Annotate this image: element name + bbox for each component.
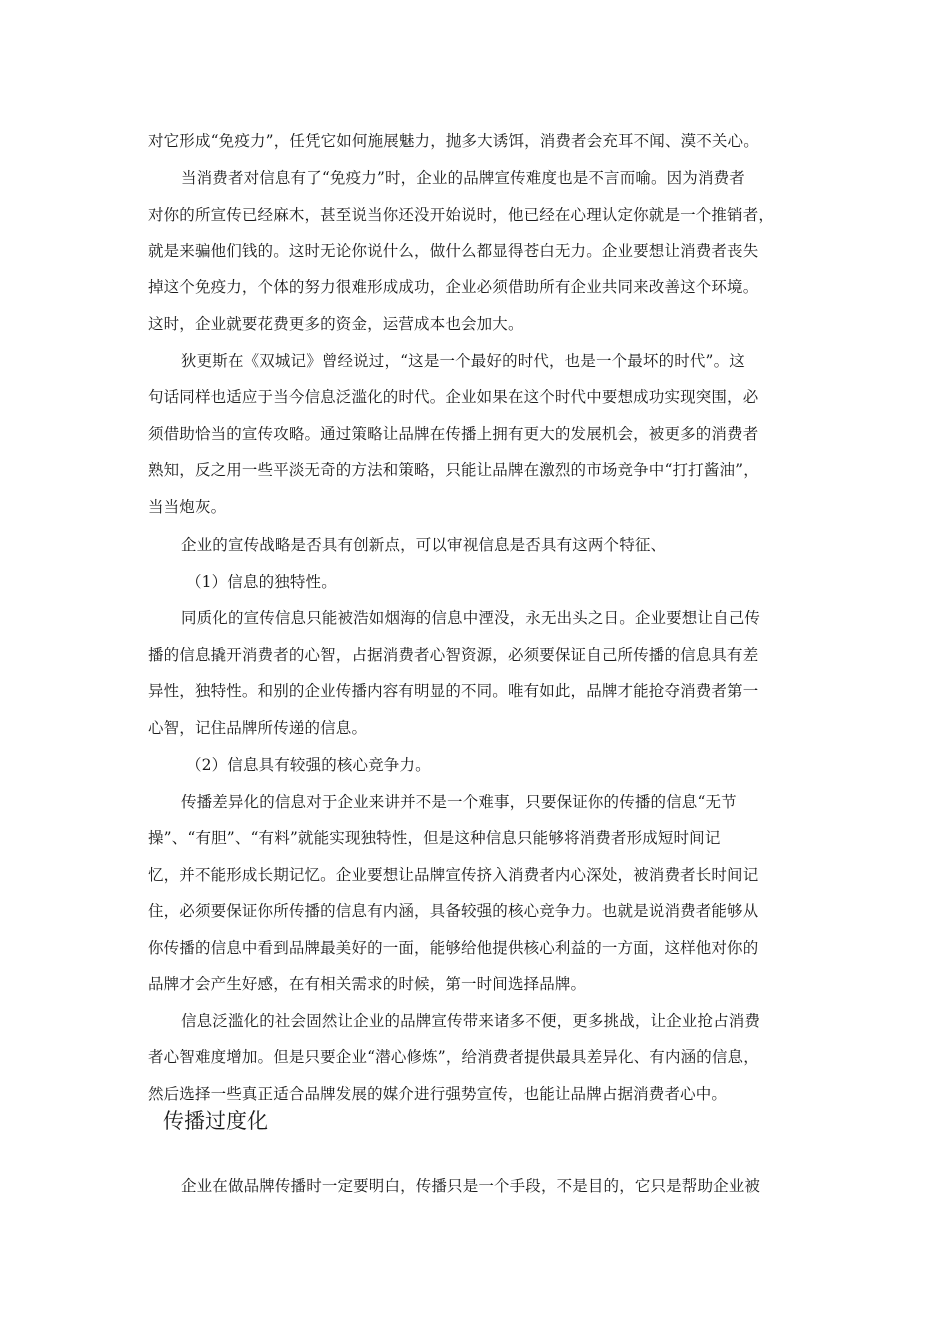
body-text-line: 异性，独特性。和别的企业传播内容有明显的不同。唯有如此，品牌才能抢夺消费者第一 xyxy=(148,682,759,700)
body-text-line: 对你的所宣传已经麻木，甚至说当你还没开始说时，他已经在心理认定你就是一个推销者， xyxy=(148,206,775,224)
list-item-heading: （1）信息的独特性。 xyxy=(186,573,337,591)
body-text-line: 你传播的信息中看到品牌最美好的一面，能够给他提供核心利益的一方面，这样他对你的 xyxy=(148,939,759,957)
section-heading: 传播过度化 xyxy=(163,1109,268,1133)
body-text-line: 播的信息撬开消费者的心智，占据消费者心智资源，必须要保证自己所传播的信息具有差 xyxy=(148,646,759,664)
body-text-line: 者心智难度增加。但是只要企业“潜心修炼”，给消费者提供最具差异化、有内涵的信息， xyxy=(148,1048,759,1066)
body-text-line: 心智，记住品牌所传递的信息。 xyxy=(148,719,368,737)
body-text-line: 住，必须要保证你所传播的信息有内涵，具备较强的核心竞争力。也就是说消费者能够从 xyxy=(148,902,759,920)
body-text-line: 对它形成“免疫力”，任凭它如何施展魅力，抛多大诱饵，消费者会充耳不闻、漠不关心。 xyxy=(148,132,759,150)
body-text-line: 当消费者对信息有了“免疫力”时，企业的品牌宣传难度也是不言而喻。因为消费者 xyxy=(181,169,745,187)
body-text-line: 品牌才会产生好感，在有相关需求的时候，第一时间选择品牌。 xyxy=(148,975,587,993)
body-text-line: 就是来骗他们钱的。这时无论你说什么，做什么都显得苍白无力。企业要想让消费者丧失 xyxy=(148,242,759,260)
body-text-line: 企业的宣传战略是否具有创新点，可以审视信息是否具有这两个特征、 xyxy=(181,536,667,554)
body-text-line: 当当炮灰。 xyxy=(148,498,227,516)
body-text-line: 然后选择一些真正适合品牌发展的媒介进行强势宣传，也能让品牌占据消费者心中。 xyxy=(148,1085,728,1103)
body-text-line: 这时，企业就要花费更多的资金，运营成本也会加大。 xyxy=(148,315,524,333)
body-text-line: 企业在做品牌传播时一定要明白，传播只是一个手段，不是目的，它只是帮助企业被 xyxy=(181,1177,761,1195)
list-item-heading: （2）信息具有较强的核心竞争力。 xyxy=(186,756,431,774)
body-text-line: 操”、“有胆”、“有料”就能实现独特性，但是这种信息只能够将消费者形成短时间记 xyxy=(148,829,721,847)
body-text-line: 传播差异化的信息对于企业来讲并不是一个难事，只要保证你的传播的信息“无节 xyxy=(181,793,737,811)
body-text-line: 狄更斯在《双城记》曾经说过，“这是一个最好的时代，也是一个最坏的时代”。这 xyxy=(181,352,745,370)
body-text-line: 熟知，反之用一些平淡无奇的方法和策略，只能让品牌在激烈的市场竞争中“打打酱油”， xyxy=(148,461,759,479)
body-text-line: 信息泛滥化的社会固然让企业的品牌宣传带来诸多不便，更多挑战，让企业抢占消费 xyxy=(181,1012,761,1030)
body-text-line: 须借助恰当的宣传攻略。通过策略让品牌在传播上拥有更大的发展机会，被更多的消费者 xyxy=(148,425,759,443)
body-text-line: 忆，并不能形成长期记忆。企业要想让品牌宣传挤入消费者内心深处，被消费者长时间记 xyxy=(148,866,759,884)
body-text-line: 同质化的宣传信息只能被浩如烟海的信息中湮没，永无出头之日。企业要想让自己传 xyxy=(181,609,761,627)
body-text-line: 句话同样也适应于当今信息泛滥化的时代。企业如果在这个时代中要想成功实现突围，必 xyxy=(148,388,759,406)
body-text-line: 掉这个免疫力，个体的努力很难形成成功，企业必须借助所有企业共同来改善这个环境。 xyxy=(148,278,759,296)
